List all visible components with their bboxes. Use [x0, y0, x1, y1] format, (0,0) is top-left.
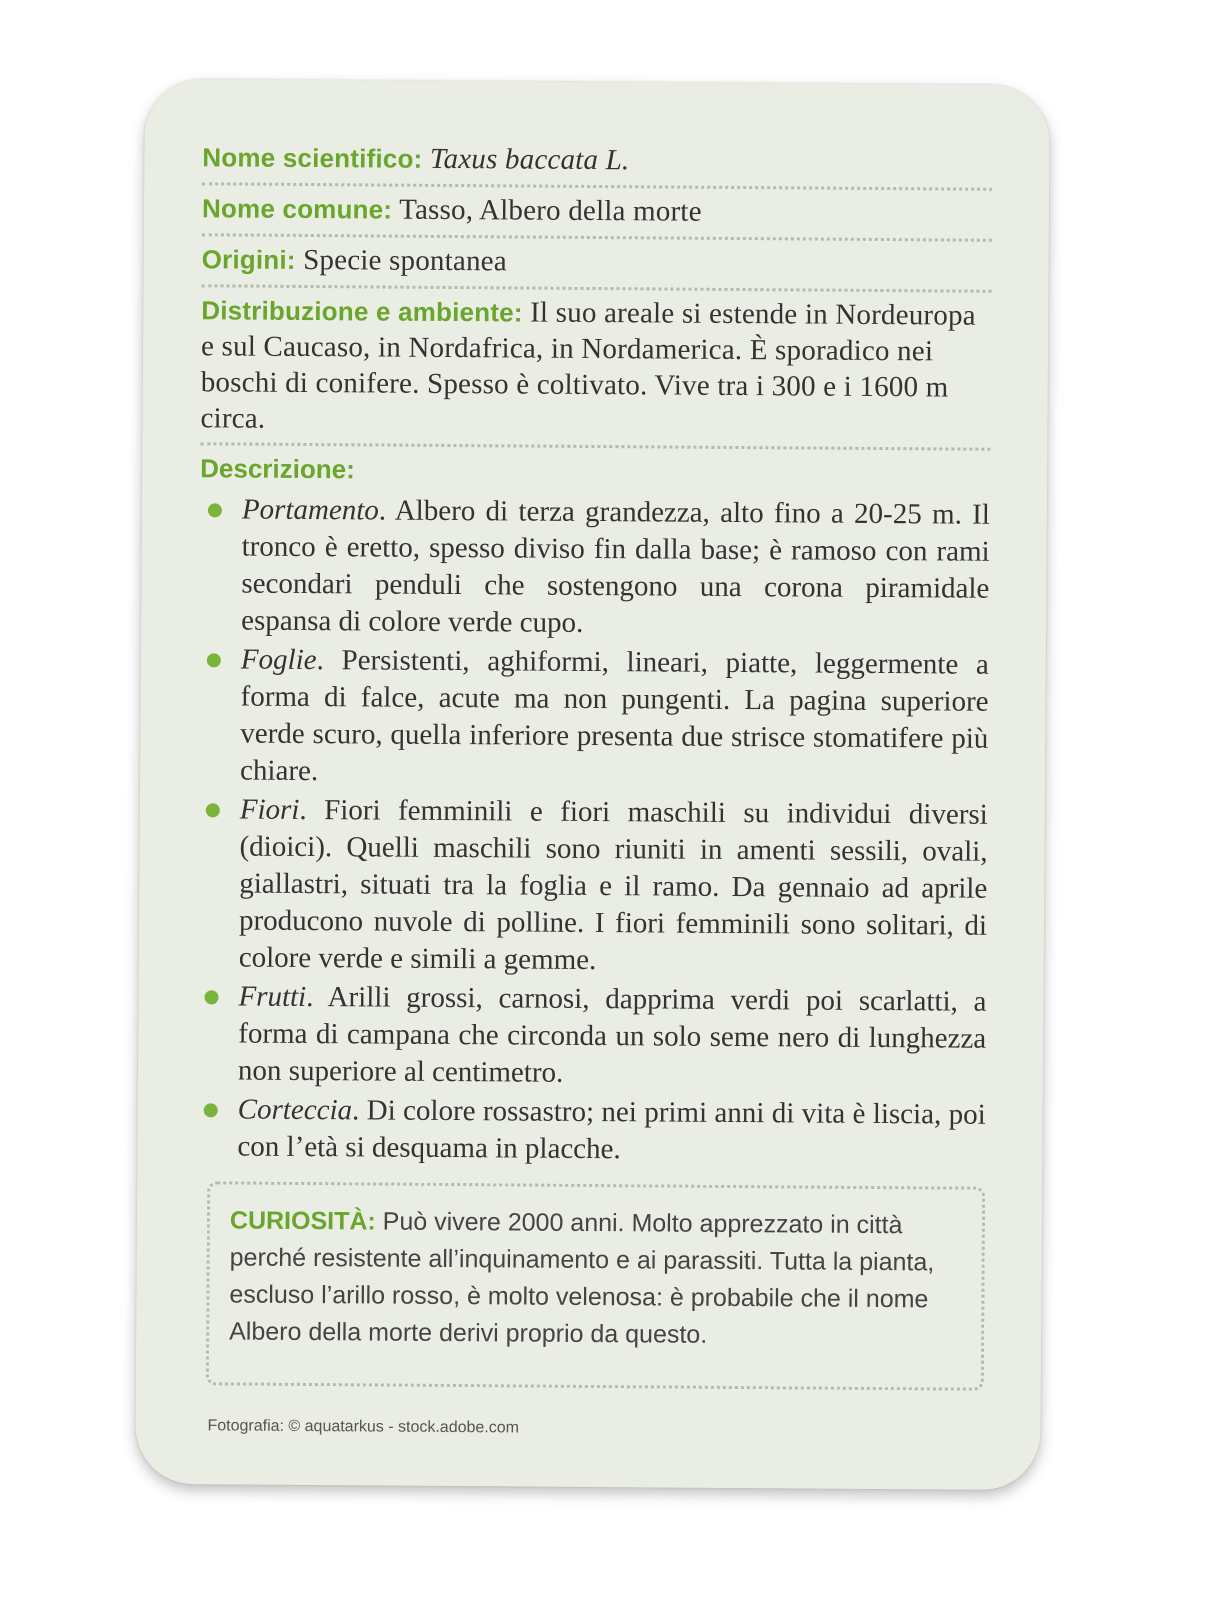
origin-row: [201, 239, 991, 293]
curiosity-box: [206, 1181, 985, 1390]
description-text: Di colore rossastro; nei primi anni di vita è liscia, poi con l’età si desquama in placche.: [237, 1094, 986, 1166]
distribution-row: [200, 290, 991, 451]
scientific-name-label: Nome scientifico:: [202, 142, 423, 174]
description-item-fiori: Fiori. Fiori femminili e fiori maschili su individui diversi (dioici). Quelli maschili sono riuniti in amenti sessili, ovali, giallastri, situati tra la foglia e il ramo. Da gennaio ad aprile producono nuvole di polline. I fiori femminili sono solitari, di colore verde e simili a gemme.: [197, 791, 988, 982]
origin-value: Specie spontanea: [303, 243, 507, 278]
bullet-dot-icon: [207, 653, 221, 667]
curiosity-text: Può vivere 2000 anni. Molto apprezzato in città perché resistente all’inquinamento e ai parassiti. Tutta la pianta, escluso l’arillo rosso, è molto velenosa: è probabile che il nome Albero della morte derivi proprio da questo.: [229, 1207, 935, 1349]
bullet-dot-icon: [206, 803, 220, 817]
curiosity-label: CURIOSITÀ:: [229, 1206, 376, 1236]
plant-info-card: [135, 79, 1050, 1490]
distribution-value: Il suo areale si estende in Nordeuropa e sul Caucaso, in Nordafrica, in Nordamerica. È sporadico nei boschi di conifere. Spesso è coltivato. Vive tra i 300 e i 1600 m circa.: [200, 296, 976, 435]
bullet-dot-icon: [204, 990, 218, 1004]
common-name-label: Nome comune:: [201, 193, 393, 225]
description-term: Frutti: [238, 980, 307, 1014]
description-term: Foglie: [240, 643, 317, 677]
card-content: [195, 137, 992, 1172]
bullet-dot-icon: [208, 503, 222, 517]
description-term: Fiori: [239, 793, 300, 826]
description-text: Persistenti, aghiformi, lineari, piatte, leggermente a forma di falce, acute ma non pungenti. La pagina superiore verde scuro, quella inferiore presenta due strisce stomatifere più chiare.: [239, 644, 989, 788]
description-term: Corteccia: [237, 1093, 353, 1127]
common-name-row: [202, 188, 992, 242]
description-heading: Descrizione:: [200, 453, 355, 485]
origin-label: Origini:: [201, 244, 296, 275]
description-item-foglie: Foglie. Persistenti, aghiformi, lineari, piatte, leggermente a forma di falce, acute ma non pungenti. La pagina superiore verde scuro, quella inferiore presenta due strisce stomatifere più chiare.: [198, 641, 989, 795]
bullet-dot-icon: [204, 1103, 218, 1117]
common-name-value: Tasso, Albero della morte: [399, 193, 702, 228]
scientific-name-row: [202, 137, 992, 191]
description-item-portamento: Portamento. Albero di terza grandezza, alto fino a 20-25 m. Il tronco è eretto, spesso diviso fin dalla base; è ramoso con rami secondari penduli che sostengono una corona piramidale espansa di colore verde cupo.: [199, 491, 990, 645]
description-text: Fiori femminili e fiori maschili su individui diversi (dioici). Quelli maschili sono riuniti in amenti sessili, ovali, giallastri, situati tra la foglia e il ramo. Da gennaio ad aprile producono nuvole di polline. I fiori femminili sono solitari, di colore verde e simili a gemme.: [238, 794, 988, 977]
description-term: Portamento: [241, 493, 379, 527]
photo-credit: Fotografia: © aquatarkus - stock.adobe.com: [207, 1417, 520, 1437]
distribution-label: Distribuzione e ambiente:: [201, 295, 523, 328]
scientific-name-value: Taxus baccata L.: [429, 142, 630, 177]
description-list: [195, 491, 990, 1170]
description-item-frutti: Frutti. Arilli grossi, carnosi, dapprima verdi poi scarlatti, a forma di campana che circonda un solo seme nero di lunghezza non superiore al centimetro.: [196, 978, 987, 1095]
description-text: Albero di terza grandezza, alto fino a 20-25 m. Il tronco è eretto, spesso diviso fin dalla base; è ramoso con rami secondari penduli che sostengono una corona piramidale espansa di colore verde cupo.: [241, 494, 991, 639]
description-text: Arilli grossi, carnosi, dapprima verdi poi scarlatti, a forma di campana che circonda un solo seme nero di lunghezza non superiore al centimetro.: [237, 981, 987, 1089]
description-item-corteccia: Corteccia. Di colore rossastro; nei primi anni di vita è liscia, poi con l’età si desquama in placche.: [195, 1091, 985, 1171]
